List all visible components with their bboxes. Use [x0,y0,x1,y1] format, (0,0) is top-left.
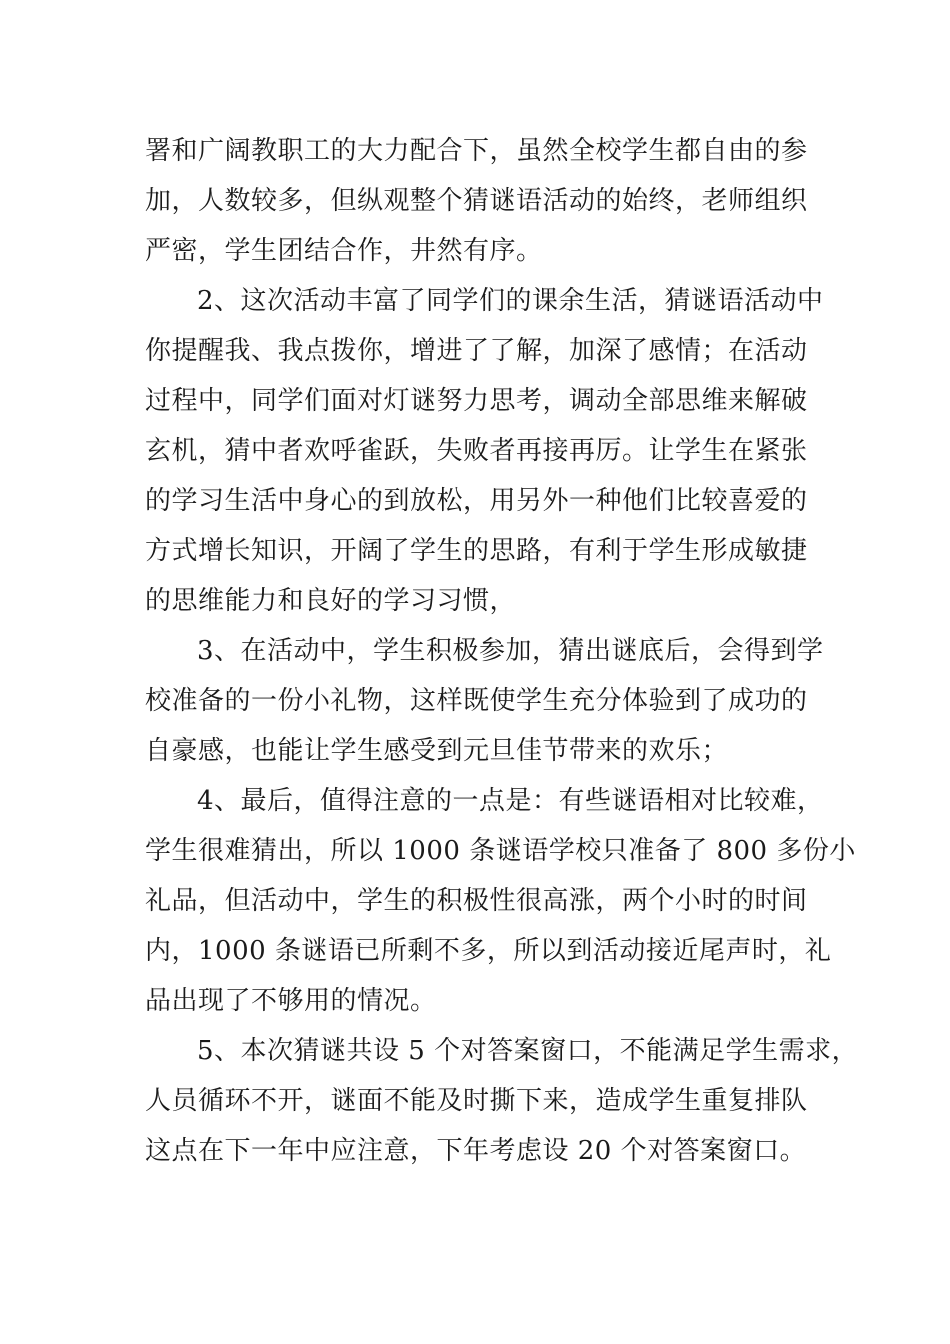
text-line: 的学习生活中身心的到放松，用另外一种他们比较喜爱的 [145,486,808,516]
text-line: 人员循环不开，谜面不能及时撕下来，造成学生重复排队 [145,1086,808,1116]
text-line: 你提醒我、我点拨你，增进了了解，加深了感情；在活动 [145,336,808,366]
paragraph-3-first-line: 3、在活动中，学生积极参加，猜出谜底后，会得到学 [197,636,824,666]
paragraph-4-first-line: 4、最后，值得注意的一点是：有些谜语相对比较难， [197,786,824,816]
paragraph-5-first-line: 5、本次猜谜共设 5 个对答案窗口，不能满足学生需求， [197,1036,859,1066]
text-line: 这点在下一年中应注意，下年考虑设 20 个对答案窗口。 [145,1136,807,1166]
text-line: 署和广阔教职工的大力配合下，虽然全校学生都自由的参 [145,136,808,166]
text-line: 方式增长知识，开阔了学生的思路，有利于学生形成敏捷 [145,536,808,566]
text-line: 玄机，猜中者欢呼雀跃，失败者再接再厉。让学生在紧张 [145,436,808,466]
text-line: 学生很难猜出，所以 1000 条谜语学校只准备了 800 多份小 [145,836,856,866]
text-line: 内，1000 条谜语已所剩不多，所以到活动接近尾声时，礼 [145,936,832,966]
text-line: 礼品，但活动中，学生的积极性很高涨，两个小时的时间 [145,886,808,916]
text-line: 自豪感，也能让学生感受到元旦佳节带来的欢乐； [145,736,729,766]
text-line: 加，人数较多，但纵观整个猜谜语活动的始终，老师组织 [145,186,808,216]
text-line: 校准备的一份小礼物，这样既使学生充分体验到了成功的 [145,686,808,716]
text-line: 品出现了不够用的情况。 [145,986,437,1016]
paragraph-2-first-line: 2、这次活动丰富了同学们的课余生活，猜谜语活动中 [197,286,824,316]
text-line: 的思维能力和良好的学习习惯， [145,586,517,616]
text-line: 过程中，同学们面对灯谜努力思考，调动全部思维来解破 [145,386,808,416]
document-body [145,126,859,1176]
text-line: 严密，学生团结合作，井然有序。 [145,236,543,266]
